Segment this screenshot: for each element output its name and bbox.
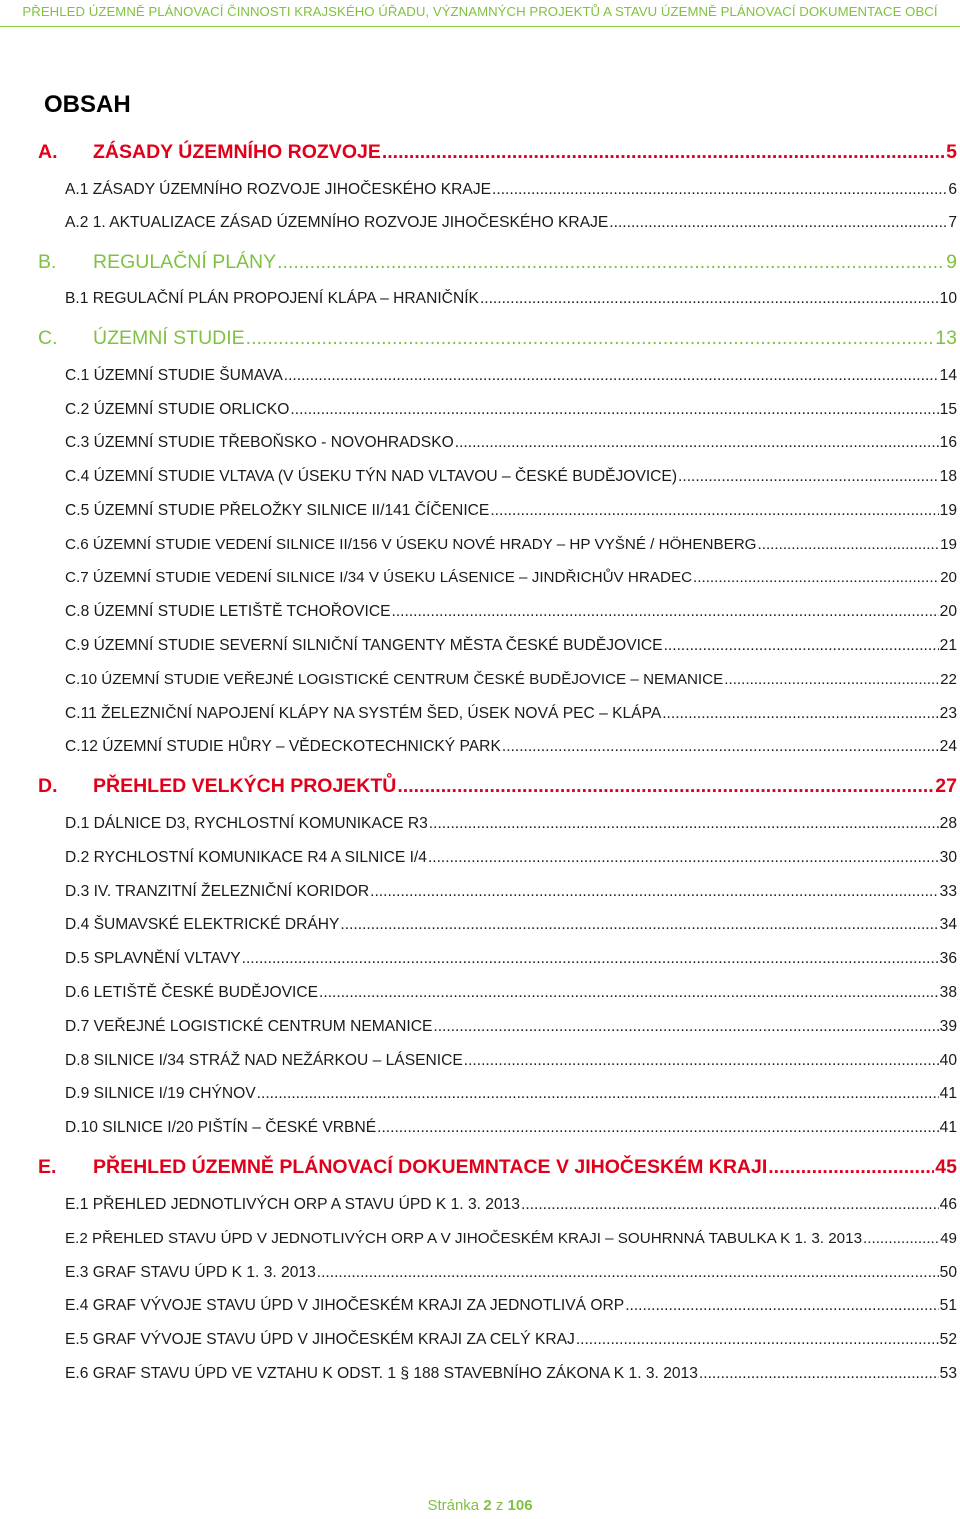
toc-entry-d5[interactable] <box>65 950 957 968</box>
footer-page-number: 2 <box>483 1497 492 1514</box>
toc-label: C.4 ÚZEMNÍ STUDIE VLTAVA (V ÚSEKU TÝN NAD VLTAVOU – ČESKÉ BUDĚJOVICE) <box>65 468 678 485</box>
toc-entry-d1[interactable] <box>65 815 957 833</box>
toc-label: D.10 SILNICE I/20 PIŠTÍN – ČESKÉ VRBNÉ <box>65 1119 377 1136</box>
toc-entry-d9[interactable] <box>65 1085 957 1103</box>
toc-entry-c5[interactable] <box>65 502 957 520</box>
toc-leader <box>429 815 939 833</box>
toc-leader <box>397 775 934 798</box>
toc-label: C.2 ÚZEMNÍ STUDIE ORLICKO <box>65 401 290 418</box>
toc-page-number: 40 <box>939 1052 957 1069</box>
toc-leader <box>724 671 939 688</box>
toc-entry-d4[interactable] <box>65 916 957 934</box>
toc-leader <box>758 536 940 553</box>
toc-entry-d7[interactable] <box>65 1018 957 1036</box>
toc-page-number: 19 <box>939 502 957 519</box>
toc-label: D.7 VEŘEJNÉ LOGISTICKÉ CENTRUM NEMANICE <box>65 1018 433 1035</box>
toc-label: C.9 ÚZEMNÍ STUDIE SEVERNÍ SILNIČNÍ TANGENTY MĚSTA ČESKÉ BUDĚJOVICE <box>65 637 663 654</box>
toc-leader <box>382 141 945 164</box>
toc-leader <box>699 1365 939 1383</box>
footer-total-pages: 106 <box>507 1497 533 1514</box>
toc-title: OBSAH <box>44 91 131 118</box>
toc-leader <box>340 916 938 934</box>
toc-leader <box>377 1119 939 1137</box>
toc-label: E.4 GRAF VÝVOJE STAVU ÚPD V JIHOČESKÉM KRAJI ZA JEDNOTLIVÁ ORP <box>65 1297 625 1314</box>
toc-page-number: 23 <box>939 705 957 722</box>
toc-entry-d8[interactable] <box>65 1052 957 1070</box>
toc-entry-e6[interactable] <box>65 1365 957 1383</box>
toc-page-number: 50 <box>939 1264 957 1281</box>
toc-leader <box>464 1052 939 1070</box>
toc-leader <box>863 1230 939 1247</box>
toc-entry-e4[interactable] <box>65 1297 957 1315</box>
toc-leader <box>277 251 945 274</box>
toc-entry-e[interactable] <box>38 1156 957 1179</box>
toc-entry-e1[interactable] <box>65 1196 957 1214</box>
toc-entry-c[interactable] <box>38 327 957 350</box>
toc-leader <box>664 637 939 655</box>
toc-entry-c1[interactable] <box>65 367 957 385</box>
toc-label: C.10 ÚZEMNÍ STUDIE VEŘEJNÉ LOGISTICKÉ CENTRUM ČESKÉ BUDĚJOVICE – NEMANICE <box>65 671 724 688</box>
toc-entry-c4[interactable] <box>65 468 957 486</box>
toc-entry-c9[interactable] <box>65 637 957 655</box>
toc-entry-d[interactable] <box>38 775 957 798</box>
toc-label: ZÁSADY ÚZEMNÍHO ROZVOJE <box>93 141 381 163</box>
toc-page-number: 18 <box>939 468 957 485</box>
toc-leader <box>492 181 947 199</box>
toc-page-number: 24 <box>939 738 957 755</box>
toc-prefix: A. <box>38 141 58 163</box>
toc-label: D.5 SPLAVNĚNÍ VLTAVY <box>65 950 241 967</box>
toc-entry-e5[interactable] <box>65 1331 957 1349</box>
toc-leader <box>370 883 939 901</box>
footer-prefix: Stránka <box>427 1497 484 1514</box>
toc-page-number: 33 <box>939 883 957 900</box>
toc-label: E.6 GRAF STAVU ÚPD VE VZTAHU K ODST. 1 § 188 STAVEBNÍHO ZÁKONA K 1. 3. 2013 <box>65 1365 698 1382</box>
page-header <box>0 0 960 27</box>
toc-entry-a2[interactable] <box>65 214 957 232</box>
toc-page-number: 41 <box>939 1085 957 1102</box>
toc-page-number: 53 <box>939 1365 957 1382</box>
toc-page-number: 27 <box>935 775 957 797</box>
toc-entry-e2[interactable] <box>65 1230 957 1247</box>
toc-label: A.2 1. AKTUALIZACE ZÁSAD ÚZEMNÍHO ROZVOJE JIHOČESKÉHO KRAJE <box>65 214 609 231</box>
toc-page-number: 19 <box>940 536 957 553</box>
toc-label: C.6 ÚZEMNÍ STUDIE VEDENÍ SILNICE II/156 V ÚSEKU NOVÉ HRADY – HP VYŠNÉ / HÖHENBERG <box>65 536 757 553</box>
toc-page-number: 49 <box>940 1230 957 1247</box>
toc-leader <box>284 367 939 385</box>
toc-label: D.2 RYCHLOSTNÍ KOMUNIKACE R4 A SILNICE I/4 <box>65 849 427 866</box>
toc-label: D.4 ŠUMAVSKÉ ELEKTRICKÉ DRÁHY <box>65 916 340 933</box>
toc-page-number: 45 <box>935 1156 957 1178</box>
toc-entry-c2[interactable] <box>65 401 957 419</box>
toc-leader <box>455 434 939 452</box>
toc-page-number: 34 <box>939 916 957 933</box>
footer-middle: z <box>491 1497 508 1514</box>
toc-entry-c10[interactable] <box>65 671 957 688</box>
toc-page-number: 38 <box>939 984 957 1001</box>
toc-leader <box>768 1156 934 1179</box>
toc-leader <box>576 1331 939 1349</box>
toc-page-number: 21 <box>939 637 957 654</box>
toc-page-number: 36 <box>939 950 957 967</box>
toc-entry-b[interactable] <box>38 251 957 274</box>
toc-page-number: 6 <box>948 181 957 198</box>
toc-label: D.3 IV. TRANZITNÍ ŽELEZNIČNÍ KORIDOR <box>65 883 370 900</box>
toc-page-number: 5 <box>946 141 957 163</box>
toc-label: C.11 ŽELEZNIČNÍ NAPOJENÍ KLÁPY NA SYSTÉM ŠED, ÚSEK NOVÁ PEC – KLÁPA <box>65 705 662 722</box>
toc-label: E.2 PŘEHLED STAVU ÚPD V JEDNOTLIVÝCH ORP A V JIHOČESKÉM KRAJI – SOUHRNNÁ TABULKA K 1. 3. 2013 <box>65 1230 863 1247</box>
toc-entry-c3[interactable] <box>65 434 957 452</box>
toc-page-number: 13 <box>935 327 957 349</box>
toc-label: C.3 ÚZEMNÍ STUDIE TŘEBOŇSKO - NOVOHRADSKO <box>65 434 454 451</box>
header-text: PŘEHLED ÚZEMNĚ PLÁNOVACÍ ČINNOSTI KRAJSKÉHO ÚŘADU, VÝZNAMNÝCH PROJEKTŮ A STAVU ÚZEMNĚ PLÁNOVACÍ DOKUMENTACE OBCÍ <box>22 4 938 19</box>
toc-entry-c12[interactable] <box>65 738 957 756</box>
toc-page-number: 30 <box>939 849 957 866</box>
toc-leader <box>609 214 947 232</box>
toc-leader <box>678 468 939 486</box>
toc-page-number: 28 <box>939 815 957 832</box>
toc-leader <box>428 849 939 867</box>
toc-label: D.8 SILNICE I/34 STRÁŽ NAD NEŽÁRKOU – LÁSENICE <box>65 1052 463 1069</box>
toc-entry-c6[interactable] <box>65 536 957 553</box>
toc-label: A.1 ZÁSADY ÚZEMNÍHO ROZVOJE JIHOČESKÉHO KRAJE <box>65 181 492 198</box>
toc-label: PŘEHLED ÚZEMNĚ PLÁNOVACÍ DOKUEMNTACE V JIHOČESKÉM KRAJI <box>93 1156 768 1178</box>
toc-leader <box>433 1018 938 1036</box>
toc-page-number: 22 <box>940 671 957 688</box>
toc-entry-d6[interactable] <box>65 984 957 1002</box>
toc-label: C.7 ÚZEMNÍ STUDIE VEDENÍ SILNICE I/34 V ÚSEKU LÁSENICE – JINDŘICHŮV HRADEC <box>65 569 693 586</box>
toc-page-number: 16 <box>939 434 957 451</box>
page-footer <box>0 1497 960 1514</box>
toc-page-number: 52 <box>939 1331 957 1348</box>
toc-label: ÚZEMNÍ STUDIE <box>93 327 245 349</box>
toc-entry-a1[interactable] <box>65 181 957 199</box>
toc-leader <box>502 738 939 756</box>
toc-page-number: 14 <box>939 367 957 384</box>
toc-prefix: D. <box>38 775 58 797</box>
toc-entry-d2[interactable] <box>65 849 957 867</box>
toc-label: E.5 GRAF VÝVOJE STAVU ÚPD V JIHOČESKÉM KRAJI ZA CELÝ KRAJ <box>65 1331 575 1348</box>
toc-leader <box>625 1297 938 1315</box>
toc-entry-c11[interactable] <box>65 705 957 723</box>
toc-label: E.1 PŘEHLED JEDNOTLIVÝCH ORP A STAVU ÚPD K 1. 3. 2013 <box>65 1196 520 1213</box>
toc-label: C.8 ÚZEMNÍ STUDIE LETIŠTĚ TCHOŘOVICE <box>65 603 391 620</box>
toc-leader <box>257 1085 939 1103</box>
toc-leader <box>242 950 939 968</box>
toc-leader <box>662 705 938 723</box>
toc-leader <box>490 502 938 520</box>
toc-label: E.3 GRAF STAVU ÚPD K 1. 3. 2013 <box>65 1264 316 1281</box>
toc-entry-c8[interactable] <box>65 603 957 621</box>
toc-entry-d10[interactable] <box>65 1119 957 1137</box>
toc-page-number: 9 <box>946 251 957 273</box>
toc-entry-c7[interactable] <box>65 569 957 586</box>
toc-leader <box>480 290 939 308</box>
toc-label: B.1 REGULAČNÍ PLÁN PROPOJENÍ KLÁPA – HRANIČNÍK <box>65 290 479 307</box>
toc-leader <box>693 569 939 586</box>
toc-prefix: B. <box>38 251 57 273</box>
toc-page-number: 46 <box>939 1196 957 1213</box>
toc-entry-e3[interactable] <box>65 1264 957 1282</box>
toc-page-number: 20 <box>940 569 957 586</box>
toc-page-number: 39 <box>939 1018 957 1035</box>
toc-entry-b1[interactable] <box>65 290 957 308</box>
toc-label: D.6 LETIŠTĚ ČESKÉ BUDĚJOVICE <box>65 984 319 1001</box>
toc-page-number: 10 <box>939 290 957 307</box>
toc-leader <box>290 401 938 419</box>
toc-label: D.9 SILNICE I/19 CHÝNOV <box>65 1085 256 1102</box>
toc-prefix: C. <box>38 327 58 349</box>
toc-label: C.12 ÚZEMNÍ STUDIE HŮRY – VĚDECKOTECHNICKÝ PARK <box>65 738 501 755</box>
toc-page-number: 7 <box>948 214 957 231</box>
toc-prefix: E. <box>38 1156 57 1178</box>
toc-leader <box>246 327 935 350</box>
toc-label: PŘEHLED VELKÝCH PROJEKTŮ <box>93 775 397 797</box>
toc-label: D.1 DÁLNICE D3, RYCHLOSTNÍ KOMUNIKACE R3 <box>65 815 428 832</box>
toc-entry-d3[interactable] <box>65 883 957 901</box>
toc-page-number: 15 <box>939 401 957 418</box>
toc-leader <box>521 1196 939 1214</box>
toc-label: C.5 ÚZEMNÍ STUDIE PŘELOŽKY SILNICE II/141 ČÍČENICE <box>65 502 490 519</box>
toc-page-number: 20 <box>939 603 957 620</box>
toc-entry-a[interactable] <box>38 141 957 164</box>
toc-label: C.1 ÚZEMNÍ STUDIE ŠUMAVA <box>65 367 283 384</box>
toc-page-number: 51 <box>939 1297 957 1314</box>
toc-leader <box>392 603 939 621</box>
toc-leader <box>319 984 939 1002</box>
toc-page-number: 41 <box>939 1119 957 1136</box>
toc-leader <box>317 1264 939 1282</box>
toc-label: REGULAČNÍ PLÁNY <box>93 251 277 273</box>
